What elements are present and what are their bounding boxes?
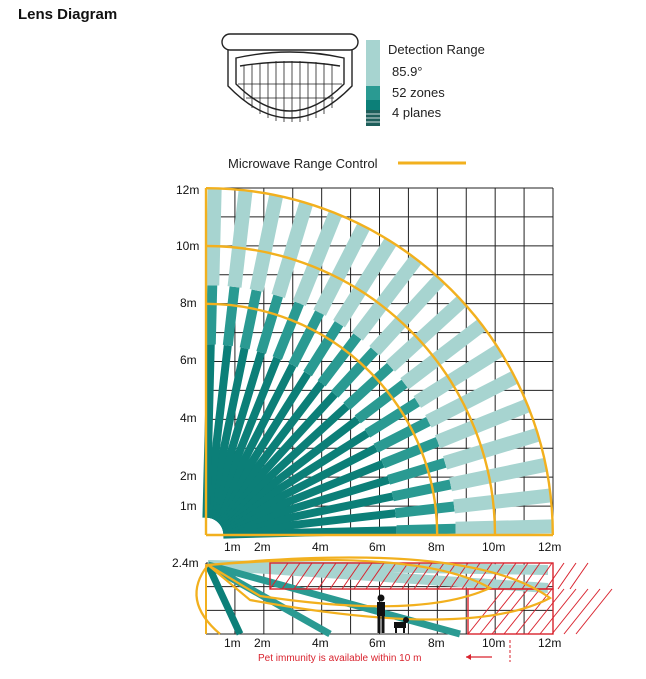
person-leg-icon (382, 615, 385, 633)
detection-beam (451, 465, 546, 485)
top-view-diagram (206, 188, 553, 535)
side-x-tick-label: 1m (224, 636, 241, 650)
detection-beam (395, 506, 454, 513)
detection-beam (245, 290, 257, 348)
detection-beam (235, 190, 246, 286)
detection-beam (257, 195, 277, 290)
detection-beam (454, 495, 550, 506)
pet-arrow-head (466, 654, 471, 660)
y-tick-label: 1m (180, 499, 197, 513)
legend-detection-range: Detection Range (388, 42, 485, 57)
y-tick-label: 8m (180, 296, 197, 310)
lens-dome-icon (222, 34, 358, 122)
detection-beam (211, 285, 212, 344)
side-x-tick-label: 8m (428, 636, 445, 650)
dog-head-icon (403, 617, 409, 623)
y-tick-label: 2m (180, 469, 197, 483)
side-x-tick-label: 10m (482, 636, 506, 650)
side-x-tick-label: 4m (312, 636, 329, 650)
legend-angle: 85.9° (392, 64, 423, 79)
x-tick-label: 4m (312, 540, 329, 554)
dog-leg-icon (403, 627, 405, 633)
legend-planes: 4 planes (392, 105, 442, 120)
mount-height-label: 2.4m (172, 556, 199, 570)
page-title: Lens Diagram (18, 6, 118, 23)
microwave-range-label: Microwave Range Control (228, 156, 378, 171)
x-tick-label: 12m (538, 540, 562, 554)
x-tick-label: 8m (428, 540, 445, 554)
x-tick-label: 10m (482, 540, 506, 554)
detection-beam (212, 188, 214, 285)
person-leg-icon (378, 615, 381, 633)
side-x-tick-label: 12m (538, 636, 562, 650)
detection-beam (456, 526, 553, 528)
detection-beam (397, 529, 456, 530)
detection-beam (393, 484, 451, 496)
x-tick-label: 2m (254, 540, 271, 554)
side-x-tick-label: 2m (254, 636, 271, 650)
y-tick-label: 10m (176, 239, 200, 253)
legend-zones: 52 zones (392, 85, 445, 100)
x-tick-label: 1m (224, 540, 241, 554)
y-tick-label: 6m (180, 353, 197, 367)
pet-immunity-note: Pet immunity is available within 10 m (258, 653, 422, 664)
dog-leg-icon (395, 627, 397, 633)
legend-color-bar (366, 40, 380, 126)
side-x-tick-label: 6m (369, 636, 386, 650)
person-head-icon (378, 595, 385, 602)
x-tick-label: 6m (369, 540, 386, 554)
y-tick-label: 12m (176, 183, 200, 197)
detection-beam (228, 287, 235, 346)
person-body-icon (377, 602, 385, 616)
y-tick-label: 4m (180, 411, 197, 425)
